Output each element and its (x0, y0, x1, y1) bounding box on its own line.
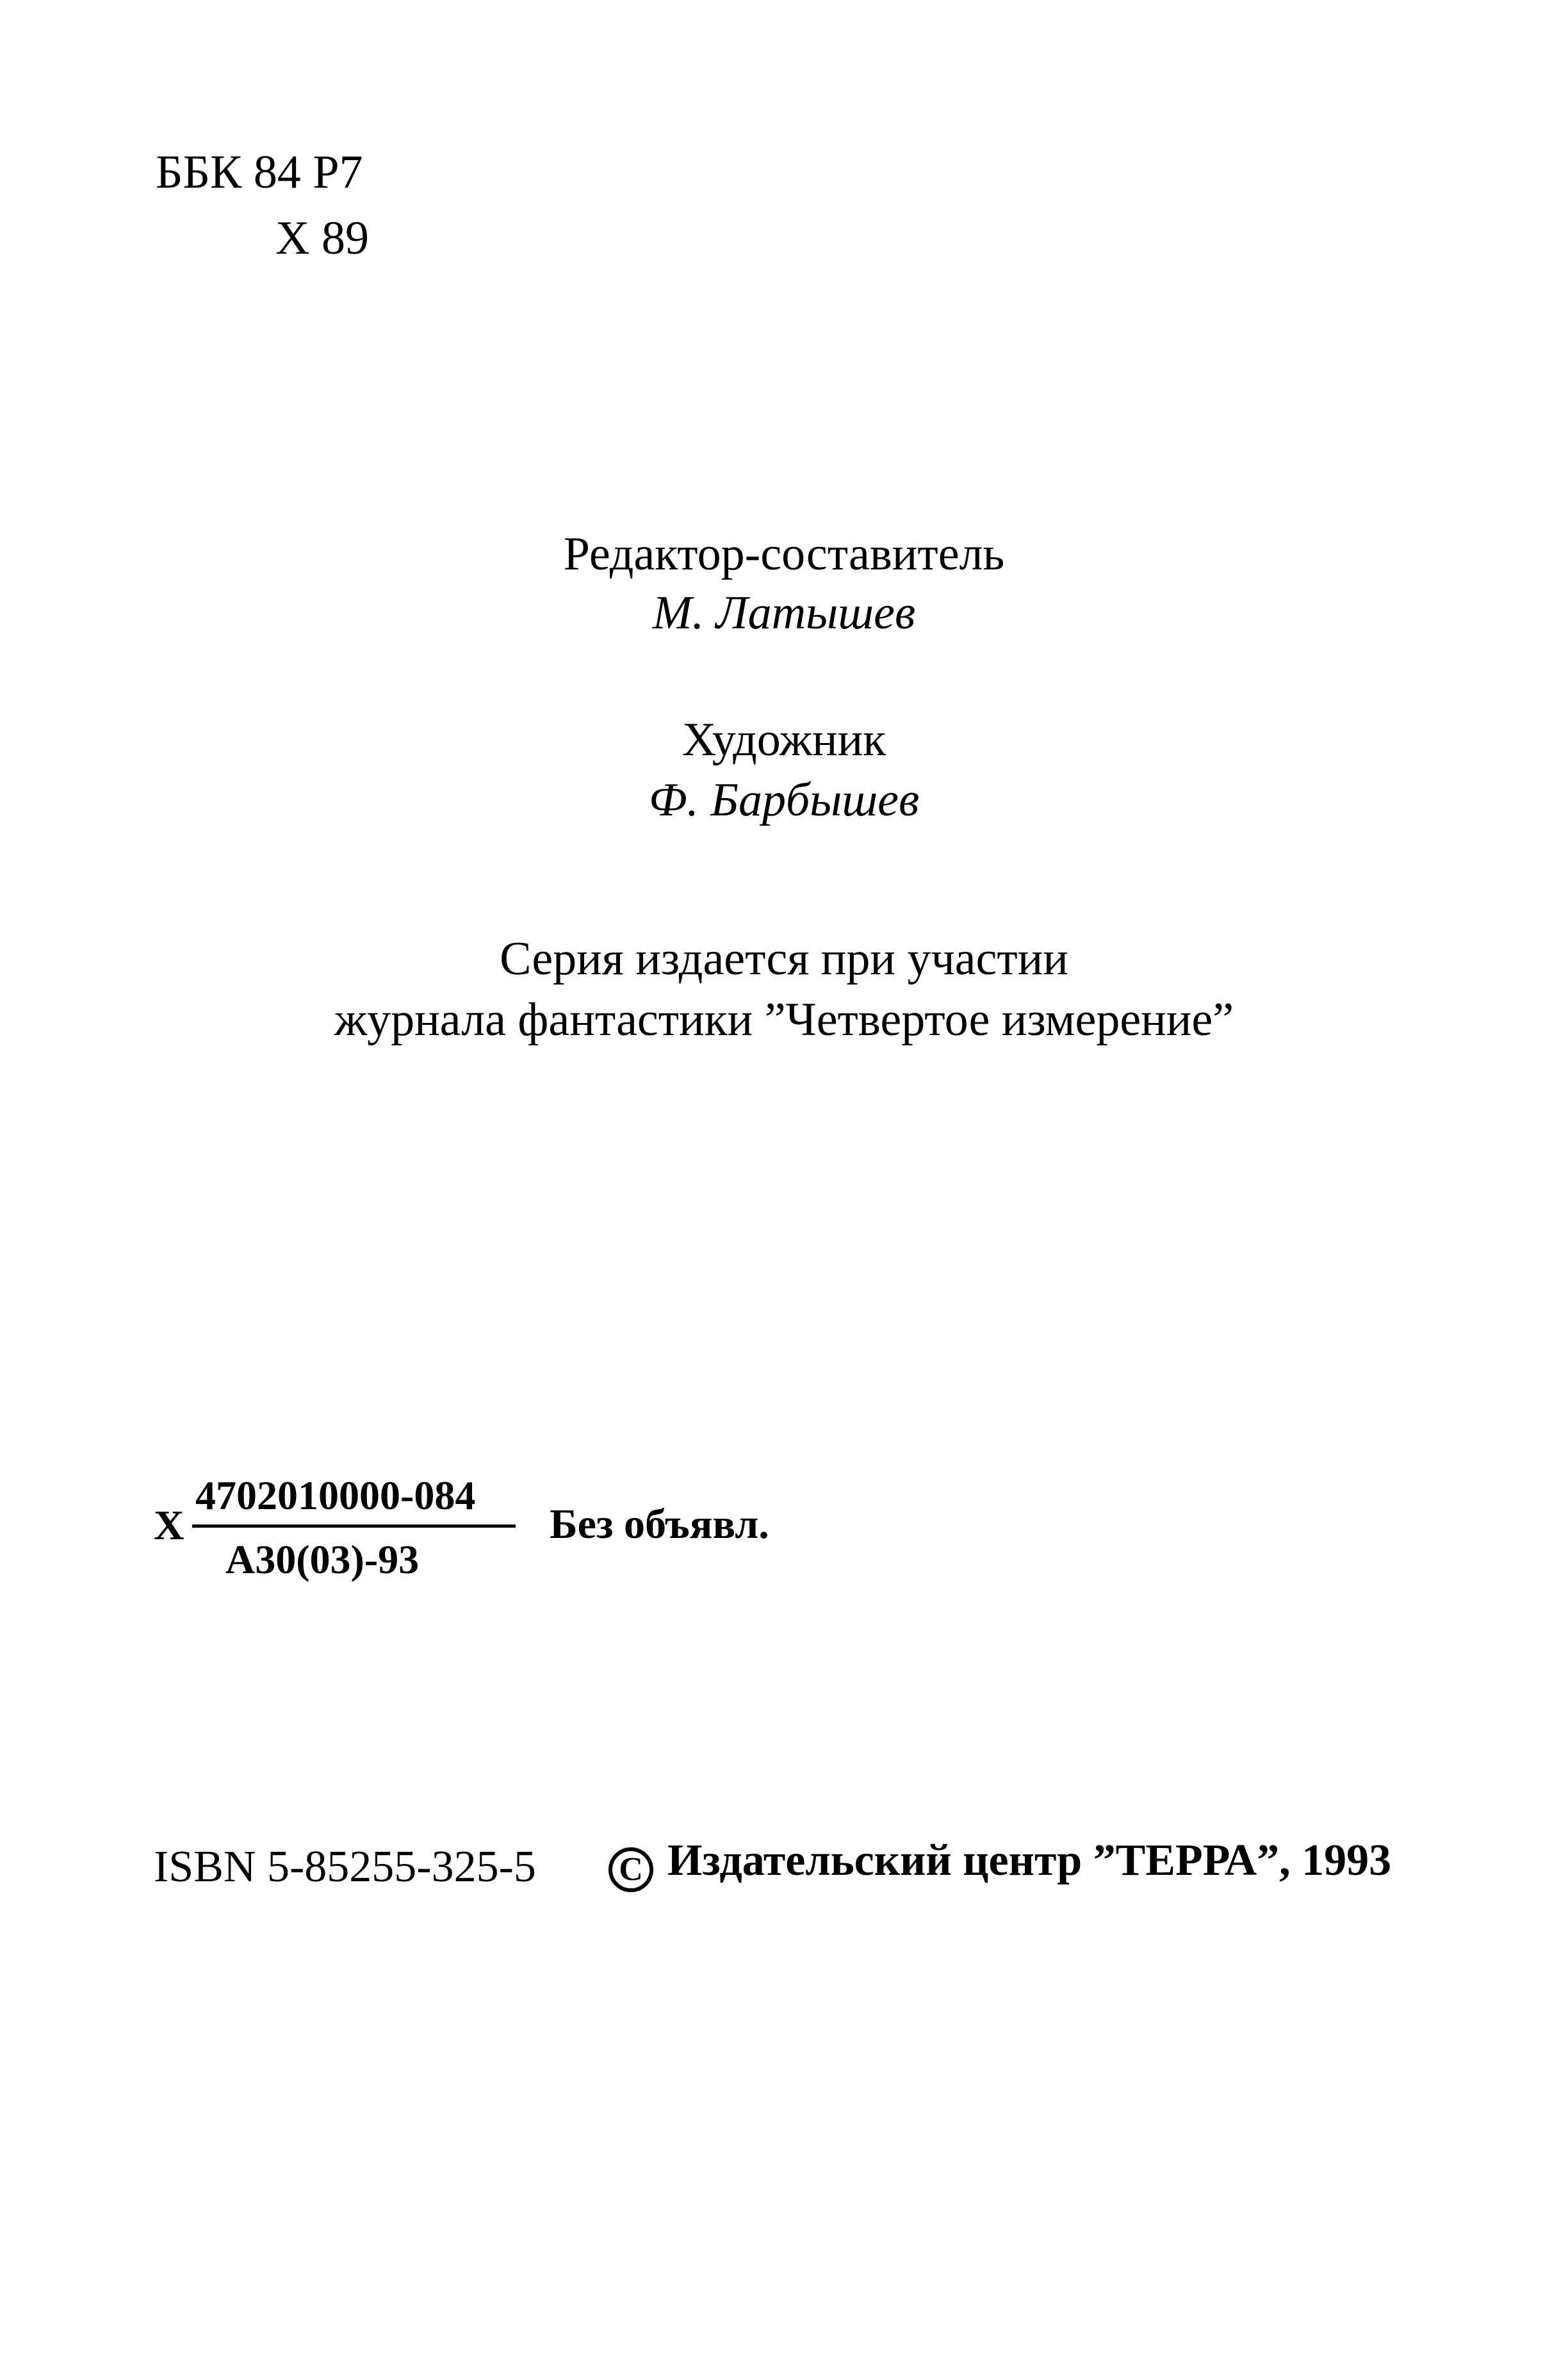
copyright-text: Издательский центр ”ТЕРРА”, 1993 (667, 1836, 1392, 1885)
bbk-code: ББК 84 Р7 (156, 146, 363, 199)
artist-name: Ф. Барбышев (648, 774, 920, 826)
isbn: ISBN 5-85255-325-5 (154, 1842, 536, 1892)
publication-code-letter: Х (154, 1502, 184, 1549)
series-note-line-1: Серия издается при участии (500, 933, 1068, 985)
publication-code-numerator: 4702010000-084 (195, 1473, 476, 1518)
author-mark: Х 89 (275, 212, 369, 265)
artist-role: Художник (682, 714, 886, 766)
copyright-icon: C (608, 1847, 653, 1892)
copyright-line (608, 1838, 1391, 1892)
publication-code-denominator: А30(03)-93 (225, 1537, 420, 1582)
editor-name: М. Латышев (652, 587, 916, 639)
series-note-line-2: журнала фантастики ”Четвертое измерение” (334, 993, 1234, 1046)
fraction-bar (192, 1524, 516, 1528)
editor-role: Редактор-составитель (563, 528, 1005, 580)
no-announcement-note: Без объявл. (550, 1501, 769, 1548)
